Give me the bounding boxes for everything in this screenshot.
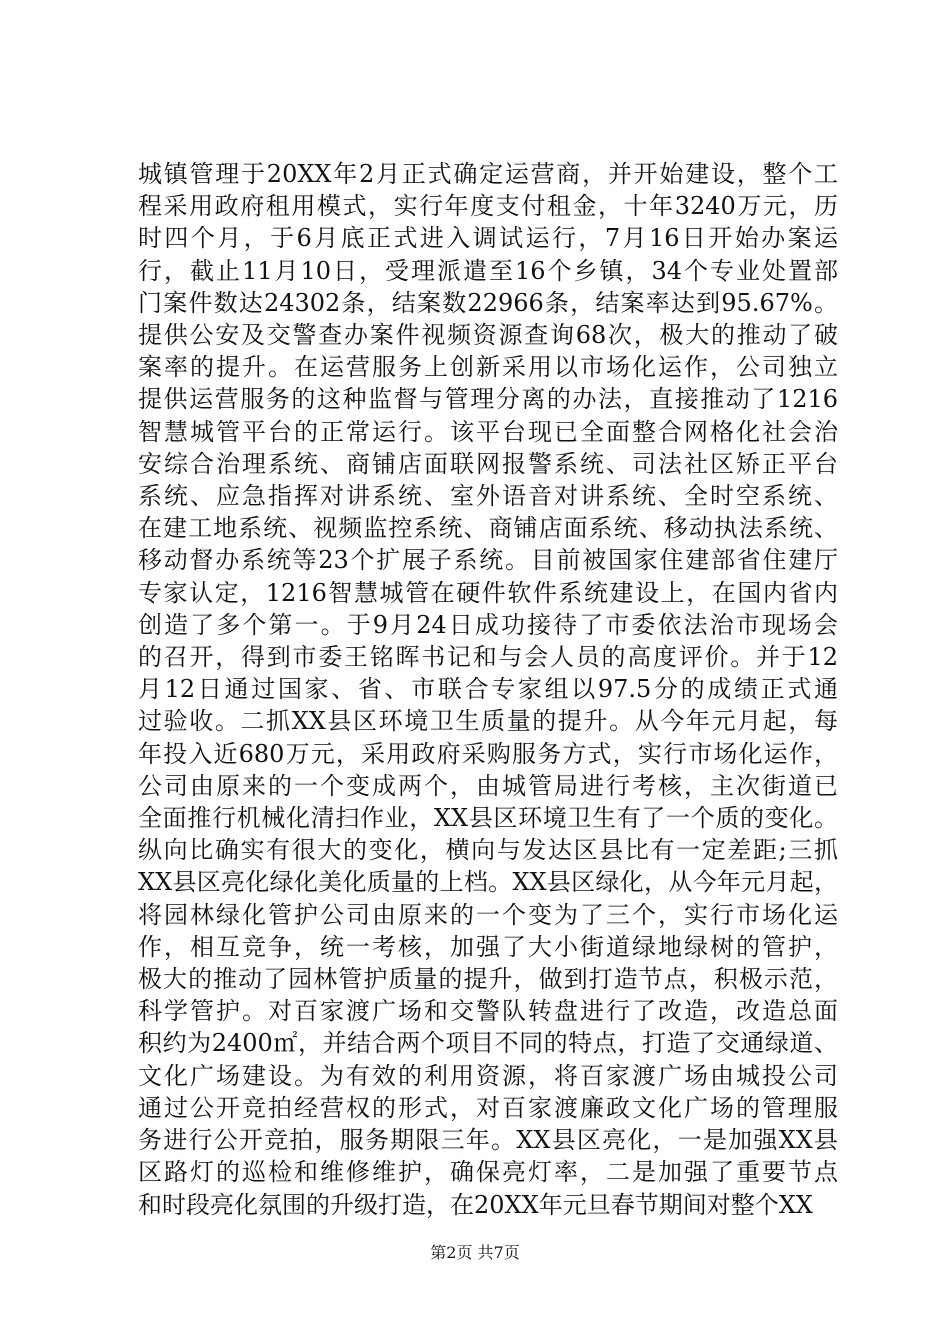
text-line: 创造了多个第一。于9月24日成功接待了市委依法治市现场会 bbox=[138, 610, 838, 639]
text-line: 的召开，得到市委王铭晖书记和与会人员的高度评价。并于12 bbox=[138, 643, 838, 672]
text-line: 案率的提升。在运营服务上创新采用以市场化运作，公司独立 bbox=[138, 353, 838, 382]
text-line: 公司由原来的一个变成两个，由城管局进行考核，主次街道已 bbox=[138, 771, 838, 800]
text-line: 门案件数达24302条，结案数22966条，结案率达到95.67%。 bbox=[138, 288, 838, 317]
text-line: 专家认定，1216智慧城管在硬件软件系统建设上，在国内省内 bbox=[138, 578, 838, 607]
text-line: 将园林绿化管护公司由原来的一个变为了三个，实行市场化运 bbox=[138, 900, 838, 929]
text-line: 作，相互竞争，统一考核，加强了大小街道绿地绿树的管护， bbox=[138, 932, 838, 961]
text-line: 系统、应急指挥对讲系统、室外语音对讲系统、全时空系统、 bbox=[138, 482, 838, 511]
text-line: 务进行公开竞拍，服务期限三年。XX县区亮化，一是加强XX县 bbox=[138, 1126, 838, 1155]
text-line: 极大的推动了园林管护质量的提升，做到打造节点，积极示范， bbox=[138, 965, 838, 994]
text-line: 通过公开竞拍经营权的形式，对百家渡廉政文化广场的管理服 bbox=[138, 1093, 838, 1122]
text-line: 纵向比确实有很大的变化，横向与发达区县比有一定差距;三抓 bbox=[138, 836, 838, 865]
text-line: 和时段亮化氛围的升级打造，在20XX年元旦春节期间对整个XX bbox=[138, 1190, 813, 1219]
text-line: 时四个月，于6月底正式进入调试运行，7月16日开始办案运 bbox=[138, 224, 838, 253]
text-line: 城镇管理于20XX年2月正式确定运营商，并开始建设，整个工 bbox=[138, 160, 838, 188]
text-line: 程采用政府租用模式，实行年度支付租金，十年3240万元，历 bbox=[138, 192, 838, 221]
text-line: 月12日通过国家、省、市联合专家组以97.5分的成绩正式通 bbox=[138, 675, 838, 704]
text-line: 过验收。二抓XX县区环境卫生质量的提升。从今年元月起，每 bbox=[138, 707, 838, 736]
text-line: XX县区亮化绿化美化质量的上档。XX县区绿化，从今年元月起， bbox=[138, 868, 838, 897]
text-line: 科学管护。对百家渡广场和交警队转盘进行了改造，改造总面 bbox=[138, 997, 838, 1026]
page-footer: 第2页 共7页 bbox=[430, 1243, 520, 1262]
text-line: 提供公安及交警查办案件视频资源查询68次，极大的推动了破 bbox=[138, 321, 838, 350]
text-line: 安综合治理系统、商铺店面联网报警系统、司法社区矫正平台 bbox=[138, 449, 838, 478]
text-line: 在建工地系统、视频监控系统、商铺店面系统、移动执法系统、 bbox=[138, 514, 838, 543]
text-line: 文化广场建设。为有效的利用资源，将百家渡广场由城投公司 bbox=[138, 1061, 838, 1090]
text-line: 年投入近680万元，采用政府采购服务方式，实行市场化运作， bbox=[138, 739, 838, 768]
text-line: 移动督办系统等23个扩展子系统。目前被国家住建部省住建厅 bbox=[138, 546, 838, 575]
text-line: 区路灯的巡检和维修维护，确保亮灯率，二是加强了重要节点 bbox=[138, 1158, 838, 1187]
text-line: 智慧城管平台的正常运行。该平台现已全面整合网格化社会治 bbox=[138, 417, 838, 446]
text-line: 积约为2400㎡，并结合两个项目不同的特点，打造了交通绿道、 bbox=[138, 1029, 838, 1058]
text-line: 提供运营服务的这种监督与管理分离的办法，直接推动了1216 bbox=[138, 385, 838, 414]
text-line: 行，截止11月10日，受理派遣至16个乡镇，34个专业处置部 bbox=[138, 256, 838, 285]
text-line: 全面推行机械化清扫作业，XX县区环境卫生有了一个质的变化。 bbox=[138, 804, 838, 833]
body-text bbox=[138, 158, 838, 1221]
